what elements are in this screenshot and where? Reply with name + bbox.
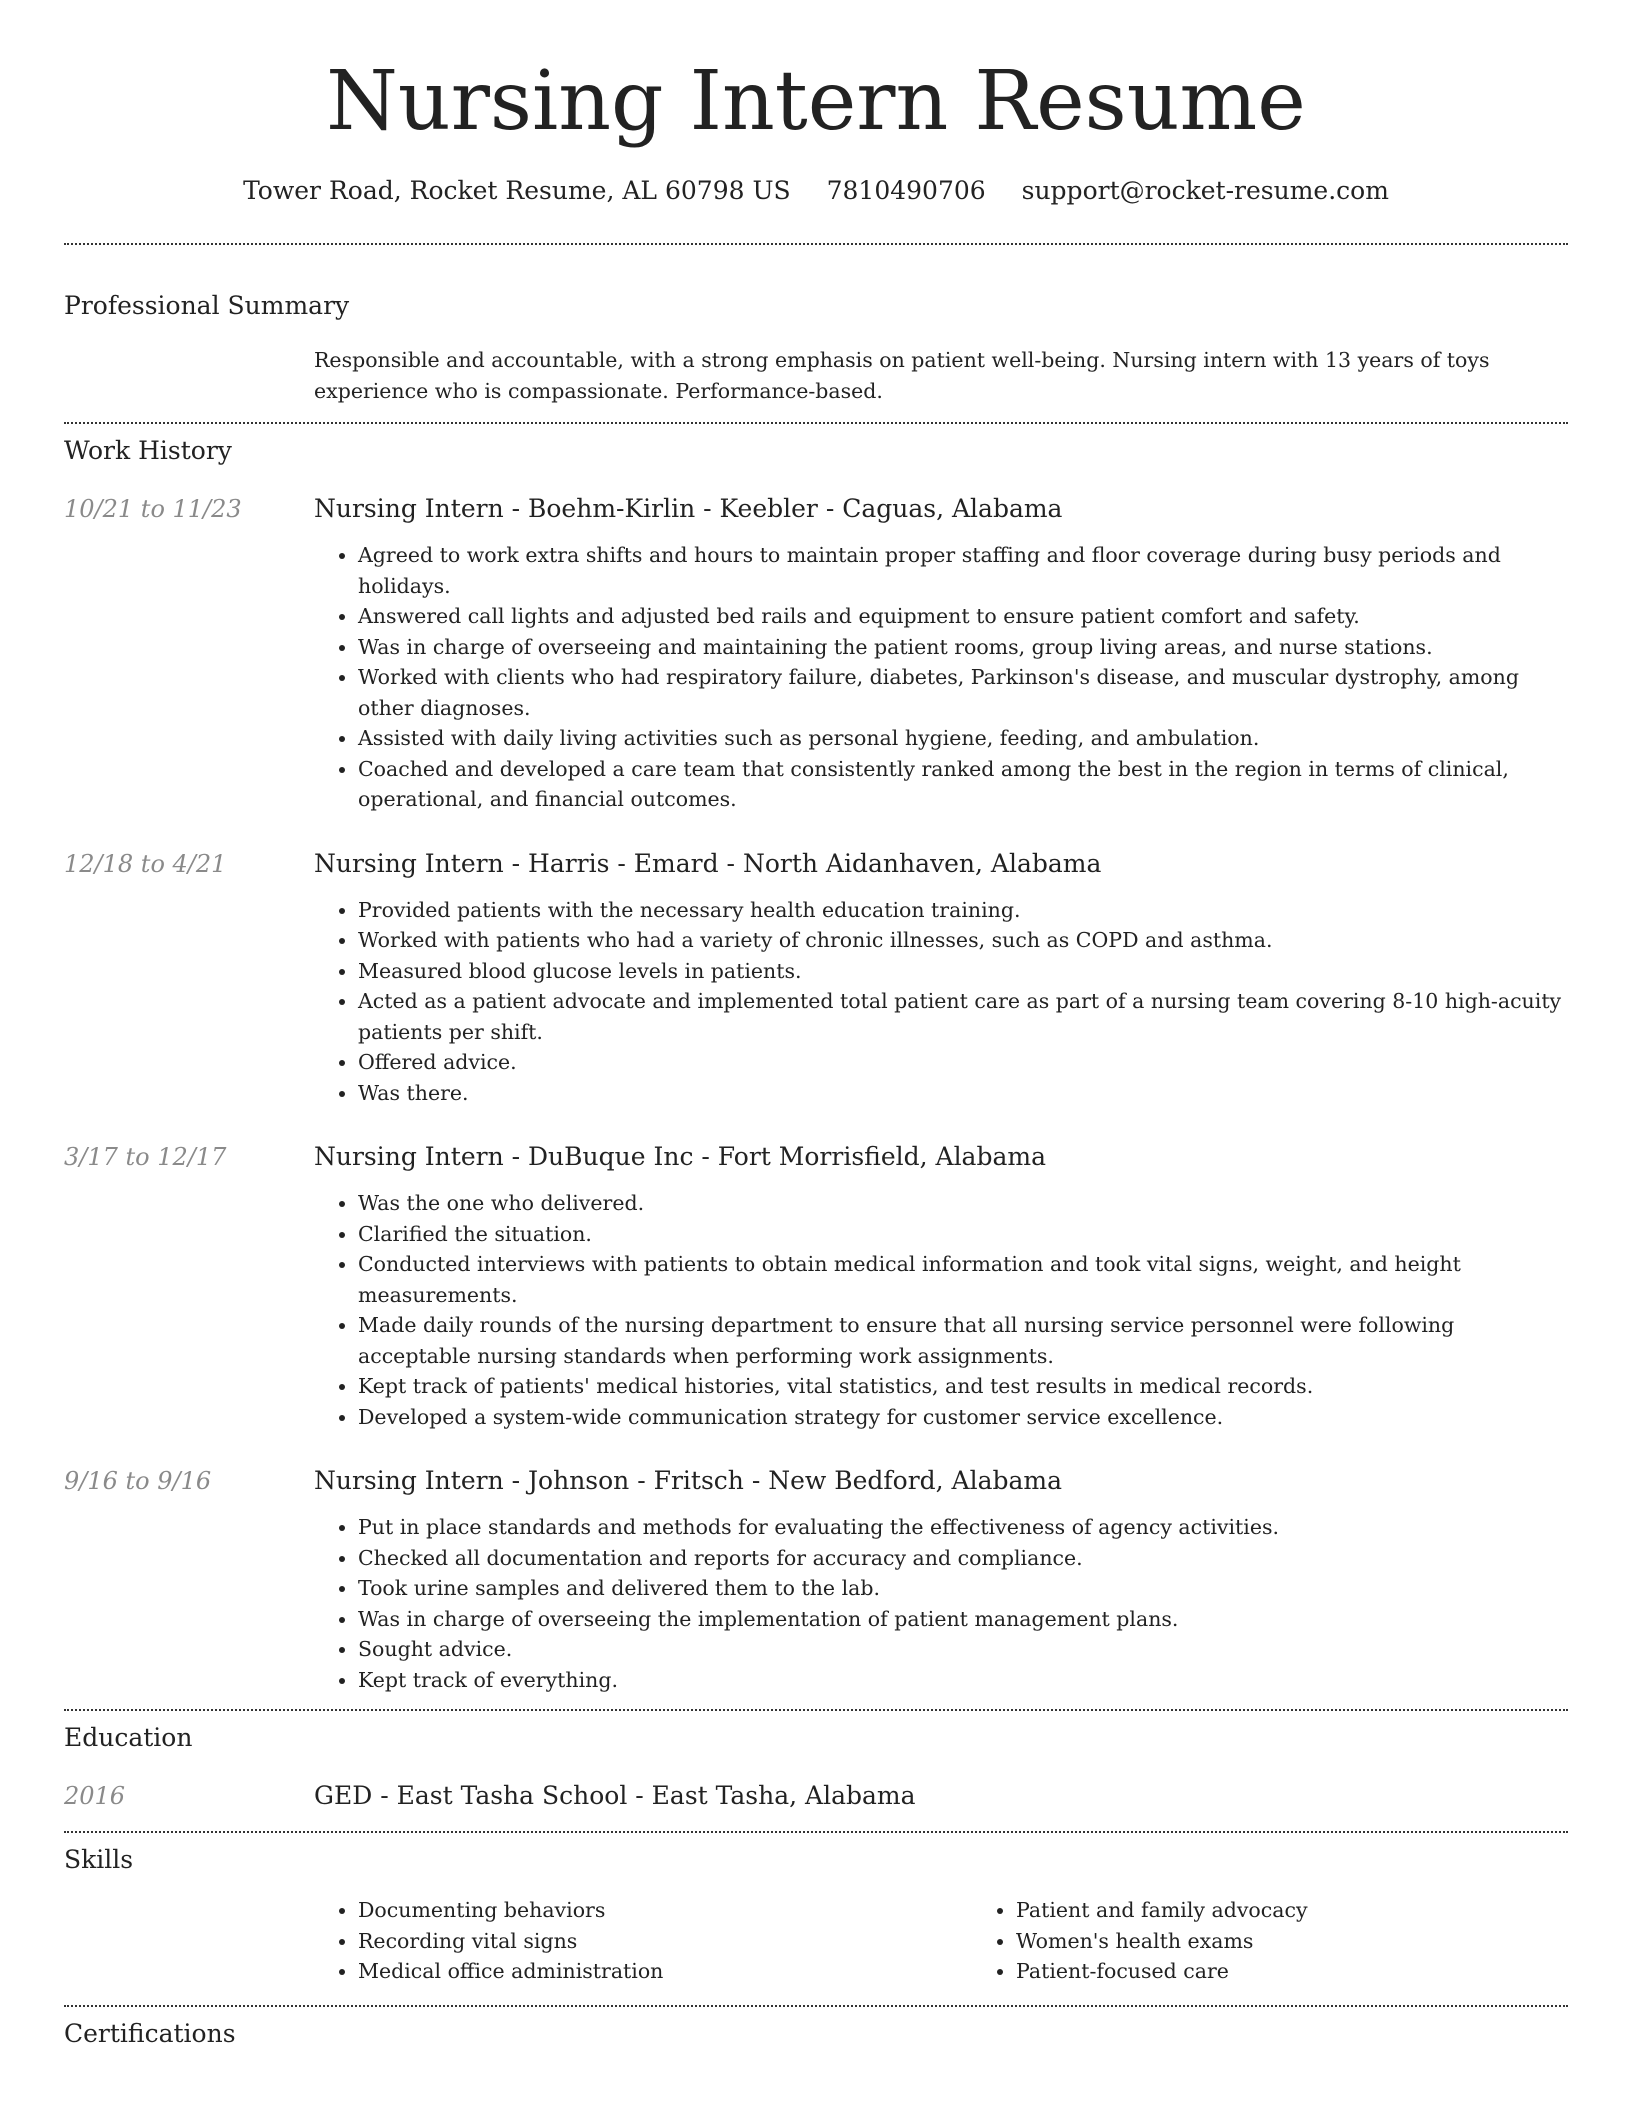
job-bullets [314,1188,1568,1432]
job-title: Nursing Intern - Harris - Emard - North Aidanhaven, Alabama [314,848,1102,878]
job-bullet: • Coached and developed a care team that consistently ranked among the best in the region in terms of clinical, operational, and financial outcomes. [358,754,1568,815]
job-bullet: • Made daily rounds of the nursing department to ensure that all nursing service personnel were following acceptable nursing standards when performing work assignments. [358,1310,1568,1371]
skills-row [64,1895,1568,1987]
job-bullet: • Took urine samples and delivered them to the lab. [358,1573,1568,1604]
contact-phone: 7810490706 [826,176,986,205]
divider [64,2005,1568,2007]
job-bullet: • Measured blood glucose levels in patients. [358,956,1568,987]
job-bullet: • Clarified the situation. [358,1219,1568,1250]
job-entry [64,1140,1568,1432]
education-year: 2016 [64,1782,126,1810]
job-bullets [314,1512,1568,1695]
job-title: Nursing Intern - DuBuque Inc - Fort Morrisfield, Alabama [314,1142,1046,1171]
job-bullet: • Was in charge of overseeing and maintaining the patient rooms, group living areas, and nurse stations. [358,632,1568,663]
divider [64,243,1568,245]
job-bullet: • Offered advice. [358,1047,1568,1078]
section-heading-work: Work History [64,436,232,465]
summary-text: Responsible and accountable, with a strong emphasis on patient well-being. Nursing intern with 13 years of toys experience who is compassionate. Performance-based. [314,348,1490,403]
job-bullet: • Was in charge of overseeing the implementation of patient management plans. [358,1604,1568,1635]
job-bullets [314,895,1568,1109]
summary-row [64,345,1568,406]
job-bullets [314,540,1568,815]
section-heading-skills: Skills [64,1845,134,1874]
job-entry [64,847,1568,1109]
job-bullet: • Worked with clients who had respiratory failure, diabetes, Parkinson's disease, and muscular dystrophy, among other diagnoses. [358,662,1568,723]
contact-line [64,174,1568,208]
job-bullet: • Was the one who delivered. [358,1188,1568,1219]
education-entry [64,1779,1568,1813]
job-bullet: • Put in place standards and methods for evaluating the effectiveness of agency activities. [358,1512,1568,1543]
skill-item: • Recording vital signs [358,1926,972,1957]
divider [64,1831,1568,1833]
job-entry [64,1464,1568,1695]
skills-list-right [972,1895,1630,1987]
job-bullet: • Kept track of everything. [358,1665,1568,1696]
contact-address: Tower Road, Rocket Resume, AL 60798 US [243,176,791,205]
resume-page [64,0,1568,2051]
contact-email: support@rocket-resume.com [1021,176,1389,205]
job-dates: 12/18 to 4/21 [64,849,227,878]
skill-item: • Documenting behaviors [358,1895,972,1926]
job-dates: 9/16 to 9/16 [64,1467,212,1495]
skill-item: • Medical office administration [358,1956,972,1987]
job-bullet: • Was there. [358,1078,1568,1109]
job-bullet: • Worked with patients who had a variety of chronic illnesses, such as COPD and asthma. [358,925,1568,956]
skill-item: • Patient and family advocacy [1016,1895,1630,1926]
education-title: GED - East Tasha School - East Tasha, Alabama [314,1781,916,1810]
job-bullet: • Conducted interviews with patients to obtain medical information and took vital signs, weight, and height measurements. [358,1249,1568,1310]
job-title: Nursing Intern - Johnson - Fritsch - New Bedford, Alabama [314,1466,1063,1495]
skill-item: • Patient-focused care [1016,1956,1630,1987]
skill-item: • Women's health exams [1016,1926,1630,1957]
job-bullet: • Acted as a patient advocate and implemented total patient care as part of a nursing team covering 8-10 high-acuity patients per shift. [358,986,1568,1047]
job-bullet: • Checked all documentation and reports for accuracy and compliance. [358,1543,1568,1574]
job-bullet: • Answered call lights and adjusted bed rails and equipment to ensure patient comfort and safety. [358,601,1568,632]
divider [64,422,1568,424]
section-heading-education: Education [64,1723,193,1752]
job-title: Nursing Intern - Boehm-Kirlin - Keebler - Caguas, Alabama [314,494,1063,523]
divider [64,1709,1568,1711]
job-bullet: • Developed a system-wide communication strategy for customer service excellence. [358,1402,1568,1433]
section-heading-certifications: Certifications [64,2018,236,2048]
job-bullet: • Kept track of patients' medical histories, vital statistics, and test results in medical records. [358,1371,1568,1402]
job-bullet: • Sought advice. [358,1634,1568,1665]
job-bullet: • Provided patients with the necessary health education training. [358,895,1568,926]
job-dates: 10/21 to 11/23 [64,495,242,523]
job-bullet: • Assisted with daily living activities such as personal hygiene, feeding, and ambulation. [358,723,1568,754]
job-dates: 3/17 to 12/17 [64,1143,227,1171]
job-entry [64,492,1568,815]
resume-title: Nursing Intern Resume [326,54,1306,149]
job-bullet: • Agreed to work extra shifts and hours to maintain proper staffing and floor coverage during busy periods and holidays. [358,540,1568,601]
skills-grid [314,1895,1630,1987]
section-heading-summary: Professional Summary [64,291,350,320]
skills-list-left [314,1895,972,1987]
